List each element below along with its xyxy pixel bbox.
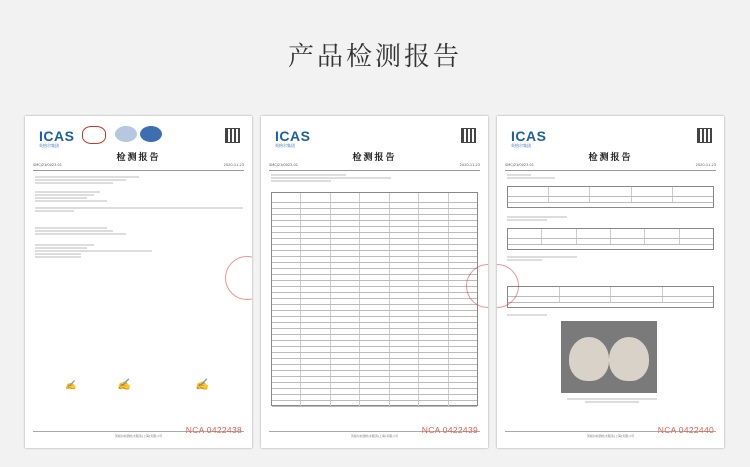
- cnas-cert-icon: [140, 126, 162, 142]
- ph-results-table: [507, 186, 714, 208]
- report-heading: 检测报告: [116, 153, 161, 163]
- ma-cert-icon: [82, 126, 106, 144]
- page-title: 产品检测报告: [287, 42, 462, 72]
- report-meta: SMCJ21/0023-01 2020-11-23: [269, 163, 480, 167]
- photo-caption: [567, 398, 657, 404]
- report-page-3: [497, 116, 724, 448]
- report-meta: SMCJ21/0023-01 2020-11-23: [33, 163, 244, 167]
- icas-logo: ICAS 英格尔集团: [511, 128, 547, 148]
- qr-code-icon: [461, 128, 476, 143]
- report-footer: 英格尔检测技术服务(上海)有限公司: [505, 431, 716, 438]
- test-results-table: [271, 192, 478, 406]
- report-meta: SMCJ21/0023-01 2020-11-23: [505, 163, 716, 167]
- signature-2: ✍: [117, 378, 131, 391]
- report-text-block: [271, 174, 421, 183]
- odor-results-table: [507, 286, 714, 308]
- qr-code-icon: [225, 128, 240, 143]
- signature-1: ✍: [65, 381, 77, 391]
- report-heading: 检测报告: [352, 153, 397, 163]
- report-text-block-4: [507, 314, 607, 317]
- signature-3: ✍: [195, 378, 209, 391]
- report-text-block: [35, 176, 165, 259]
- report-text-block-2: [507, 216, 607, 222]
- nca-number: NCA 0422440: [657, 425, 714, 435]
- product-photo: [561, 321, 657, 393]
- report-text-block: [507, 174, 567, 180]
- nca-number: NCA 0422438: [185, 425, 242, 435]
- report-heading: 检测报告: [588, 153, 633, 163]
- official-stamp: [225, 256, 252, 300]
- icas-logo: ICAS 英格尔集团: [275, 128, 311, 148]
- report-page-1: [25, 116, 252, 448]
- qr-code-icon: [697, 128, 712, 143]
- report-page-2: [261, 116, 488, 448]
- report-footer: 英格尔检测技术服务(上海)有限公司: [269, 431, 480, 438]
- ilac-cert-icon: [115, 126, 137, 142]
- report-footer: 英格尔检测技术服务(上海)有限公司: [33, 431, 244, 438]
- icas-logo: ICAS 英格尔集团: [39, 128, 75, 148]
- formaldehyde-results-table: [507, 228, 714, 250]
- nca-number: NCA 0422439: [421, 425, 478, 435]
- report-text-block-3: [507, 256, 607, 262]
